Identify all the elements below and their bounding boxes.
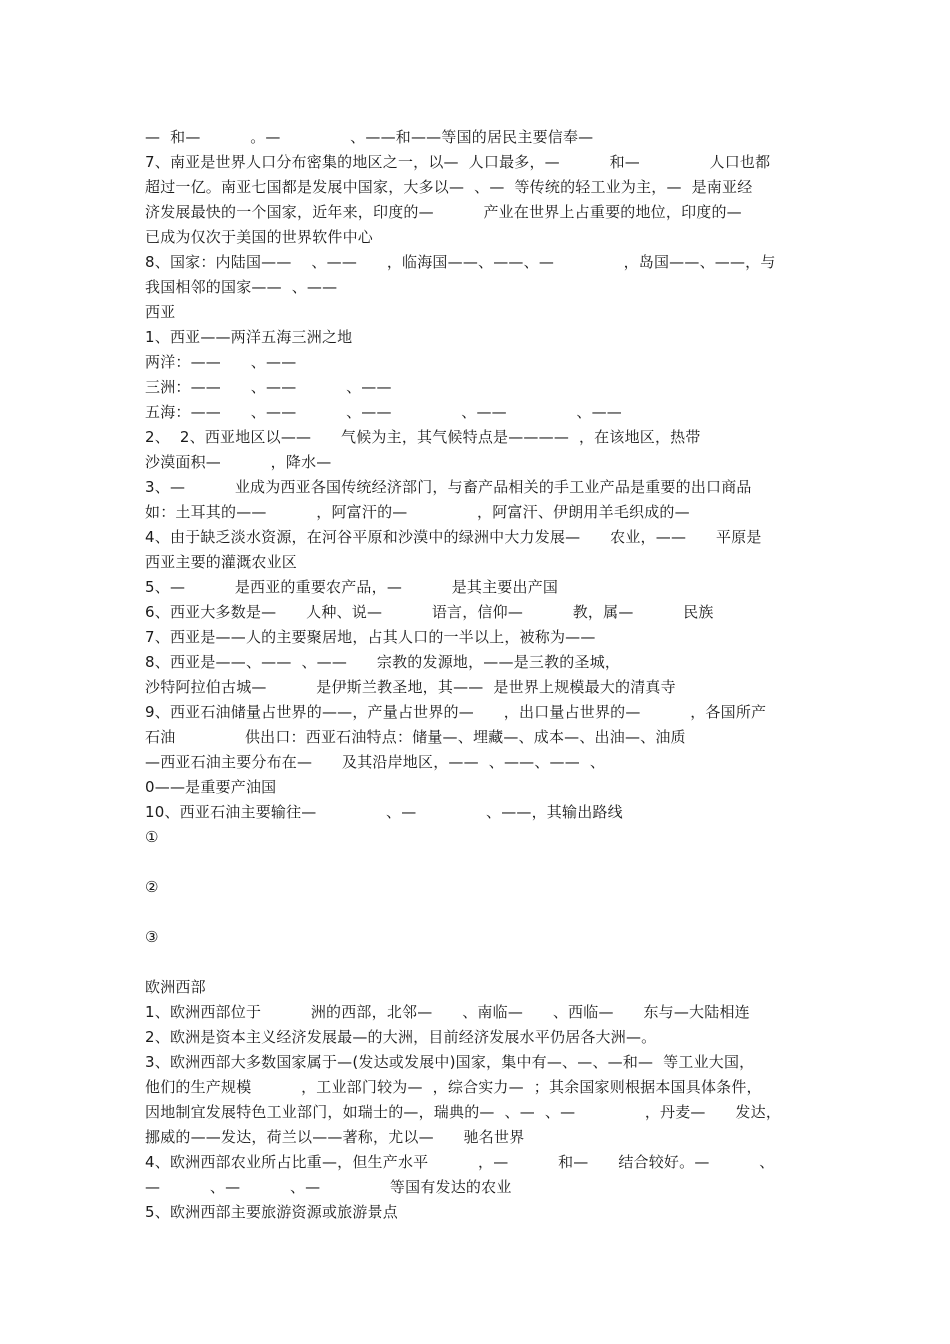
text-line: 已成为仅次于美国的世界软件中心 — [145, 228, 374, 246]
text-line: 如：土耳其的—— ，阿富汗的— ，阿富汗、伊朗用羊毛织成的— — [145, 503, 690, 521]
route-marker-1: ① — [145, 828, 159, 846]
text-line: 超过一亿。南亚七国都是发展中国家，大多以— 、— 等传统的轻工业为主，— 是南亚经 — [145, 178, 753, 196]
text-line: — 和— 。— 、——和——等国的居民主要信奉— — [145, 128, 594, 146]
text-line: 石油 供出口：西亚石油特点：储量—、埋藏—、成本—、出油—、油质 — [145, 728, 686, 746]
route-marker-2: ② — [145, 878, 159, 896]
text-line: 3、— 业成为西亚各国传统经济部门，与畜产品相关的手工业产品是重要的出口商品 — [145, 478, 752, 496]
text-line: 5、— 是西亚的重要农产品，— 是其主要出产国 — [145, 578, 559, 596]
text-line: 我国相邻的国家—— 、—— — [145, 278, 338, 296]
text-line: 2、欧洲是资本主义经济发展最—的大洲，目前经济发展水平仍居各大洲—。 — [145, 1028, 657, 1046]
route-marker-3: ③ — [145, 928, 159, 946]
text-line: 沙特阿拉伯古城— 是伊斯兰教圣地，其—— 是世界上规模最大的清真寺 — [145, 678, 676, 696]
text-line: 4、欧洲西部农业所占比重—，但生产水平 ，— 和— 结合较好。— 、 — [145, 1153, 775, 1171]
text-line: 10、西亚石油主要输往— 、— 、——，其输出路线 — [145, 803, 623, 821]
text-line: 1、西亚——两洋五海三洲之地 — [145, 328, 353, 346]
section-heading-western-europe: 欧洲西部 — [145, 978, 206, 996]
text-line: 3、欧洲西部大多数国家属于—(发达或发展中)国家，集中有—、—、—和— 等工业大国， — [145, 1053, 755, 1071]
text-line: 2、 2、西亚地区以—— 气候为主，其气候特点是———— ，在该地区，热带 — [145, 428, 701, 446]
text-line: 4、由于缺乏淡水资源，在河谷平原和沙漠中的绿洲中大力发展— 农业，—— 平原是 — [145, 528, 762, 546]
text-line: 五海：—— 、—— 、—— 、—— 、—— — [145, 403, 622, 421]
text-line: 6、西亚大多数是— 人种、说— 语言，信仰— 教，属— 民族 — [145, 603, 714, 621]
text-line: —西亚石油主要分布在— 及其沿岸地区，—— 、——、—— 、 — [145, 753, 606, 771]
text-line: 因地制宜发展特色工业部门，如瑞士的—，瑞典的— 、— 、— ，丹麦— 发达， — [145, 1103, 782, 1121]
text-line: 9、西亚石油储量占世界的——，产量占世界的— ，出口量占世界的— ，各国所产 — [145, 703, 767, 721]
text-line: 挪威的——发达，荷兰以——著称，尤以— 驰名世界 — [145, 1128, 525, 1146]
text-line: 8、西亚是——、—— 、—— 宗教的发源地，——是三教的圣城， — [145, 653, 621, 671]
text-line: 两洋：—— 、—— — [145, 353, 297, 371]
text-line: 三洲：—— 、—— 、—— — [145, 378, 392, 396]
text-line: 济发展最快的一个国家，近年来，印度的— 产业在世界上占重要的地位，印度的— — [145, 203, 742, 221]
text-line: 他们的生产规模 ，工业部门较为— ，综合实力— ；其余国家则根据本国具体条件， — [145, 1078, 762, 1096]
text-line: — 、— 、— 等国有发达的农业 — [145, 1178, 512, 1196]
section-heading-west-asia: 西亚 — [145, 303, 176, 321]
text-line: 沙漠面积— ，降水— — [145, 453, 332, 471]
text-line: 西亚主要的灌溉农业区 — [145, 553, 298, 571]
text-line: 1、欧洲西部位于 洲的西部，北邻— 、南临— 、西临— 东与—大陆相连 — [145, 1003, 750, 1021]
text-line: 7、南亚是世界人口分布密集的地区之一，以— 人口最多，— 和— 人口也都 — [145, 153, 771, 171]
text-line: 5、欧洲西部主要旅游资源或旅游景点 — [145, 1203, 398, 1221]
text-line: 8、国家：内陆国—— 、—— ，临海国——、——、— ，岛国——、——，与 — [145, 253, 776, 271]
text-line: 0——是重要产油国 — [145, 778, 277, 796]
text-line: 7、西亚是——人的主要聚居地，占其人口的一半以上，被称为—— — [145, 628, 596, 646]
